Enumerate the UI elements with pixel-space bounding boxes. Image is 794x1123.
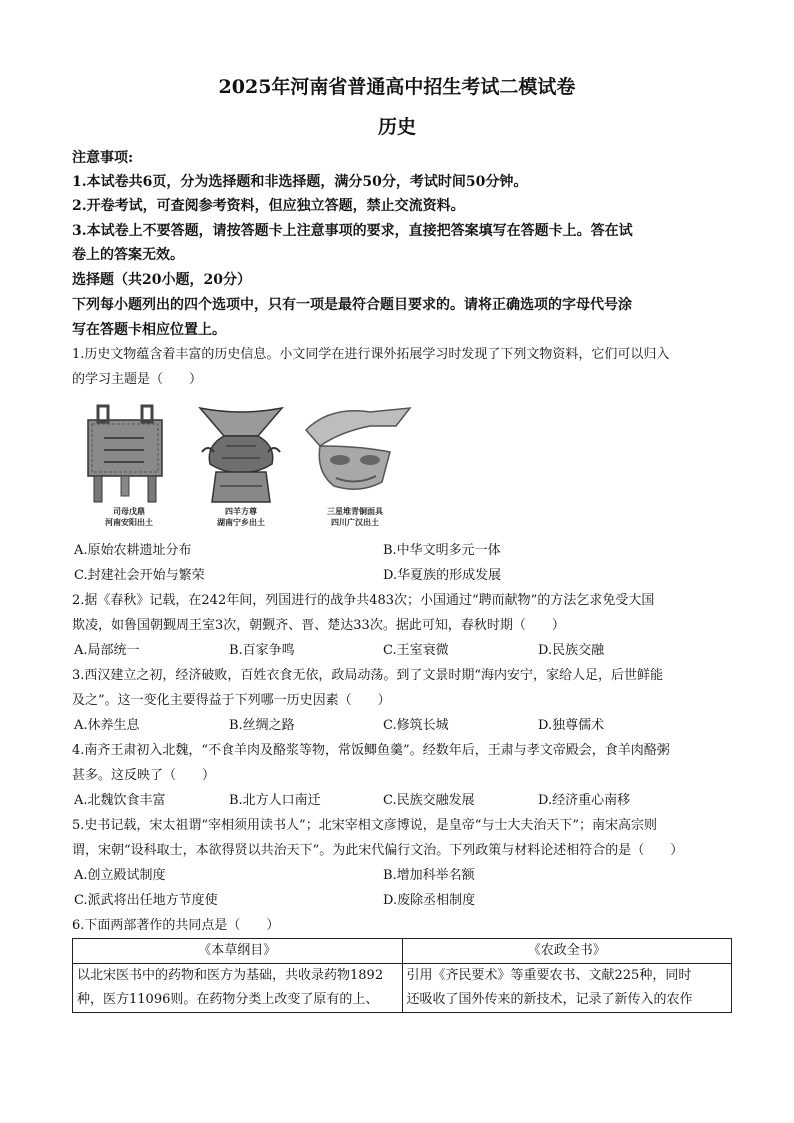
table-header: 《农政全书》: [402, 939, 732, 964]
notice-item: 1.本试卷共6页，分为选择题和非选择题，满分50分，考试时间50分钟。: [72, 174, 528, 190]
option-d[interactable]: D.废除丞相制度: [383, 893, 476, 908]
option-b[interactable]: B.百家争鸣: [229, 643, 295, 658]
option-d[interactable]: D.经济重心南移: [538, 793, 631, 808]
option-c[interactable]: C.民族交融发展: [383, 793, 475, 808]
figure-mask: [300, 402, 410, 532]
question-stem: 4.南齐王肃初入北魏，“不食羊肉及酪浆等物，常饭鲫鱼羹”。经数年后，王肃与孝文帝殿会，食羊肉酪粥: [72, 743, 670, 758]
option-a[interactable]: A.北魏饮食丰富: [74, 793, 166, 808]
table-row: [73, 964, 732, 1013]
figure-caption: 司母戊鼎: [113, 506, 145, 516]
option-c[interactable]: C.派武将出任地方节度使: [74, 893, 218, 908]
option-b[interactable]: B.增加科举名额: [383, 868, 475, 883]
question-stem: 3.西汉建立之初，经济破败，百姓衣食无依，政局动荡。到了文景时期“海内安宁，家给人足，后世鲜能: [72, 668, 664, 683]
option-d[interactable]: D.独尊儒术: [538, 718, 605, 733]
artifact-figures: [74, 402, 434, 532]
option-a[interactable]: A.休养生息: [74, 718, 140, 733]
figure-ding: [74, 402, 184, 532]
question-stem: 谓，宋朝“设科取士，本欲得贤以共治天下”。为此宋代偏行文治。下列政策与材料论述相符合的是（ ）: [72, 843, 684, 858]
question-stem: 甚多。这反映了（ ）: [72, 768, 216, 783]
cell-line: 以北宋医书中的药物和医方为基础，共收录药物1892: [77, 968, 384, 983]
figure-caption: 三星堆青铜面具: [327, 506, 383, 516]
option-a[interactable]: A.局部统一: [74, 643, 140, 658]
option-b[interactable]: B.丝绸之路: [229, 718, 295, 733]
notice-item: 2.开卷考试，可查阅参考资料，但应独立答题，禁止交流资料。: [72, 198, 465, 214]
option-b[interactable]: B.中华文明多元一体: [383, 543, 501, 558]
question-stem: 6.下面两部著作的共同点是（ ）: [72, 918, 280, 933]
figure-caption: 湖南宁乡出土: [217, 517, 265, 527]
figure-zun: [186, 402, 296, 532]
cell-line: 还吸收了国外传来的新技术，记录了新传入的农作: [406, 992, 693, 1007]
cell-line: 种，医方11096则。在药物分类上改变了原有的上、: [77, 992, 379, 1007]
question-stem: 5.史书记载，宋太祖谓“宰相须用读书人”；北宋宰相文彦博说，是皇帝“与士大夫治天下”；南宋高宗则: [72, 818, 657, 833]
question-stem: 1.历史文物蕴含着丰富的历史信息。小文同学在进行课外拓展学习时发现了下列文物资料，它们可以归入: [72, 347, 670, 362]
option-d[interactable]: D.民族交融: [538, 643, 605, 658]
zun-vessel-image: [186, 402, 296, 507]
figure-caption: 四羊方尊: [225, 506, 257, 516]
option-b[interactable]: B.北方人口南迁: [229, 793, 321, 808]
option-c[interactable]: C.修筑长城: [383, 718, 449, 733]
question-stem: 的学习主题是（ ）: [72, 372, 203, 387]
figure-caption: 河南安阳出土: [105, 517, 153, 527]
table-cell: [73, 964, 403, 1013]
question-stem: 及之”。这一变化主要得益于下列哪一历史因素（ ）: [72, 693, 391, 708]
option-a[interactable]: A.原始农耕遗址分布: [74, 543, 192, 558]
question-stem: 2.据《春秋》记载，在242年间，列国进行的战争共483次；小国通过“聘而献物”的方法乞求免受大国: [72, 593, 655, 608]
comparison-table: [72, 938, 732, 1013]
section-instruction: 下列每小题列出的四个选项中，只有一项是最符合题目要求的。请将正确选项的字母代号涂: [72, 297, 632, 313]
cell-line: 引用《齐民要术》等重要农书、文献225种，同时: [406, 968, 692, 983]
figure-caption: 四川广汉出土: [331, 517, 379, 527]
option-c[interactable]: C.王室衰微: [383, 643, 449, 658]
notice-item: 卷上的答案无效。: [72, 247, 184, 263]
table-header: 《本草纲目》: [73, 939, 403, 964]
bronze-mask-image: [300, 402, 420, 507]
exam-title: 2025年河南省普通高中招生考试二模试卷: [218, 76, 576, 98]
notice-heading: 注意事项:: [72, 150, 134, 166]
option-d[interactable]: D.华夏族的形成发展: [383, 568, 502, 583]
section-heading: 选择题（共20小题，20分）: [72, 272, 251, 288]
option-c[interactable]: C.封建社会开始与繁荣: [74, 568, 205, 583]
table-cell: [402, 964, 732, 1013]
subject-title: 历史: [377, 116, 416, 138]
section-instruction: 写在答题卡相应位置上。: [72, 322, 226, 338]
option-a[interactable]: A.创立殿试制度: [74, 868, 166, 883]
ding-vessel-image: [74, 402, 184, 507]
question-stem: 欺凌，如鲁国朝觐周王室3次，朝觐齐、晋、楚达33次。据此可知，春秋时期（ ）: [72, 618, 565, 633]
table-header-row: [73, 939, 732, 964]
notice-item: 3.本试卷上不要答题，请按答题卡上注意事项的要求，直接把答案填写在答题卡上。答在试: [72, 223, 633, 239]
